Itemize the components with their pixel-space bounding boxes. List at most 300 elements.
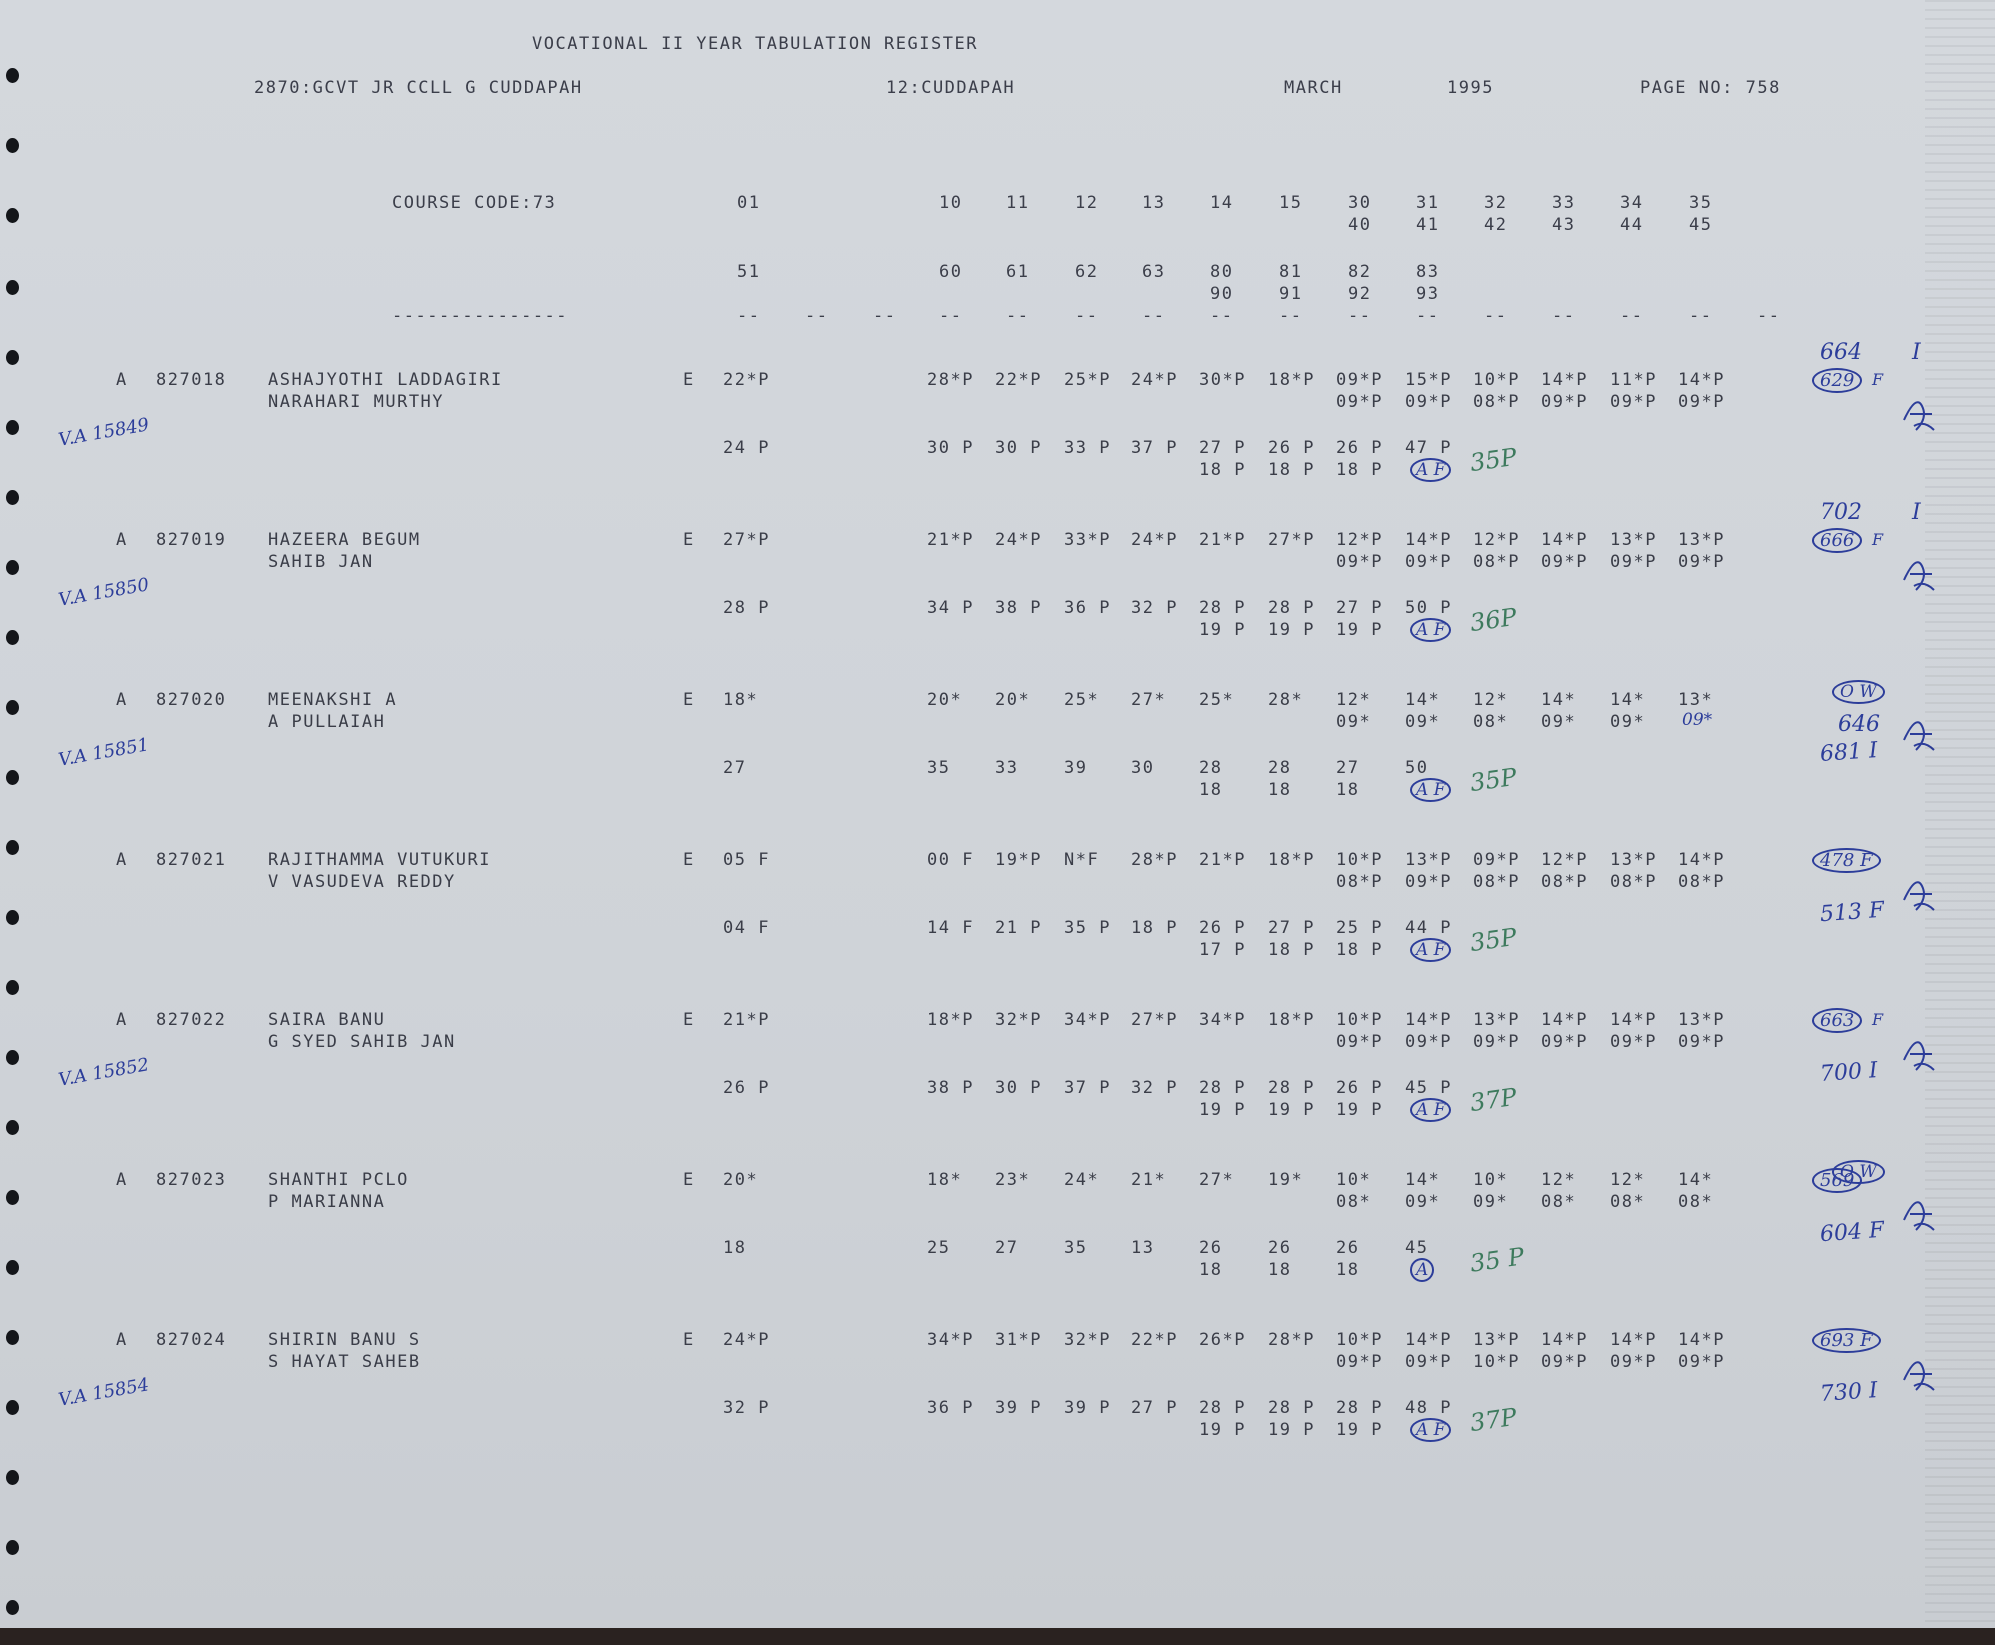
subject-mark: 13*P xyxy=(1473,1330,1520,1350)
subject-mark: 37 P xyxy=(1064,1078,1111,1098)
subject-mark: 08*P xyxy=(1336,872,1383,892)
subject-mark: 14* xyxy=(1405,1170,1441,1190)
subject-mark: 28 xyxy=(1268,758,1292,778)
column-code: 35 xyxy=(1689,193,1713,213)
subject-mark: 24*P xyxy=(995,530,1042,550)
subject-mark: 24* xyxy=(1064,1170,1100,1190)
subject-mark: 26 P xyxy=(1336,1078,1383,1098)
subject-mark: 11*P xyxy=(1610,370,1657,390)
binder-hole xyxy=(6,910,19,925)
column-code: 01 xyxy=(737,193,761,213)
subject-mark: 14*P xyxy=(1541,1010,1588,1030)
subject-mark: 32*P xyxy=(995,1010,1042,1030)
initials-signature xyxy=(1896,550,1940,603)
subject-mark: 48 P xyxy=(1405,1398,1452,1418)
subject-mark: 28 P xyxy=(1268,1398,1315,1418)
withheld-mark: O W xyxy=(1832,1160,1885,1184)
subject-mark: 09*P xyxy=(1541,1352,1588,1372)
subject-mark: 18 P xyxy=(1199,460,1246,480)
subject-mark: 13*P xyxy=(1678,1010,1725,1030)
binder-hole xyxy=(6,138,19,153)
subject-mark: 18 P xyxy=(1268,940,1315,960)
subject-mark: 25* xyxy=(1064,690,1100,710)
medium-code: E xyxy=(683,530,695,550)
grand-total-circled: 666 xyxy=(1812,528,1862,553)
binder-hole xyxy=(6,1190,19,1205)
grand-total: 646 xyxy=(1838,712,1880,737)
header-dash: -- xyxy=(1416,306,1440,326)
subject-mark: 09*P xyxy=(1678,552,1725,572)
practical-absent-circle: A F xyxy=(1410,618,1451,642)
subject-mark: 08*P xyxy=(1541,872,1588,892)
handwritten-note: V.A 15852 xyxy=(56,1054,151,1091)
grand-total-revised: 700 I xyxy=(1819,1058,1879,1087)
subject-mark: 08*P xyxy=(1610,872,1657,892)
subject-mark: 34*P xyxy=(1064,1010,1111,1030)
header-dash: -- xyxy=(1552,306,1576,326)
student-name: ASHAJYOTHI LADDAGIRI xyxy=(268,370,503,390)
subject-mark: 09*P xyxy=(1610,1352,1657,1372)
subject-mark: 28 P xyxy=(1199,1078,1246,1098)
subject-mark: 08* xyxy=(1541,1192,1577,1212)
subject-mark: 08*P xyxy=(1473,392,1520,412)
subject-mark: 28* xyxy=(1268,690,1304,710)
subject-mark: 25* xyxy=(1199,690,1235,710)
subject-mark: 14*P xyxy=(1678,850,1725,870)
second-year-mark: 18 xyxy=(723,1238,747,1258)
subject-mark: 18 xyxy=(1199,780,1223,800)
group-code: A xyxy=(116,690,128,710)
column-code: 92 xyxy=(1348,284,1372,304)
subject-mark: 18 xyxy=(1268,780,1292,800)
group-code: A xyxy=(116,850,128,870)
subject-mark: 12*P xyxy=(1473,530,1520,550)
subject-mark: 14* xyxy=(1405,690,1441,710)
header-dash: -- xyxy=(1620,306,1644,326)
column-code: 40 xyxy=(1348,215,1372,235)
subject-mark: 18 P xyxy=(1336,460,1383,480)
header-dash: -- xyxy=(1689,306,1713,326)
subject-mark: 09*P xyxy=(1541,392,1588,412)
subject-mark: 19 P xyxy=(1199,1420,1246,1440)
subject-mark: 09* xyxy=(1405,1192,1441,1212)
subject-mark: 09*P xyxy=(1678,392,1725,412)
subject-mark: 21*P xyxy=(1199,530,1246,550)
first-year-mark: 24*P xyxy=(723,1330,770,1350)
subject-mark: 31*P xyxy=(995,1330,1042,1350)
subject-mark: 19 P xyxy=(1199,620,1246,640)
second-year-mark: 24 P xyxy=(723,438,770,458)
hall-ticket-number: 827022 xyxy=(156,1010,227,1030)
subject-mark: 50 P xyxy=(1405,598,1452,618)
practical-mark: 35P xyxy=(1468,922,1519,958)
binder-hole xyxy=(6,1600,19,1615)
first-year-mark: 20* xyxy=(723,1170,759,1190)
header-dash: -- xyxy=(1348,306,1372,326)
subject-mark: 09*P xyxy=(1473,1032,1520,1052)
group-code: A xyxy=(116,370,128,390)
exam-month: MARCH xyxy=(1284,78,1343,98)
subject-mark: 08* xyxy=(1678,1192,1714,1212)
parent-name: A PULLAIAH xyxy=(268,712,386,732)
subject-mark: 19 P xyxy=(1268,620,1315,640)
subject-mark: 13*P xyxy=(1473,1010,1520,1030)
subject-mark: 09*P xyxy=(1678,1352,1725,1372)
subject-mark: 32 P xyxy=(1131,598,1178,618)
binder-hole xyxy=(6,68,19,83)
group-code: A xyxy=(116,530,128,550)
subject-mark: 19 P xyxy=(1336,1100,1383,1120)
second-year-mark: 04 F xyxy=(723,918,770,938)
grand-total-circled: 478 F xyxy=(1812,848,1881,873)
binder-hole xyxy=(6,700,19,715)
subject-mark: 27 P xyxy=(1131,1398,1178,1418)
column-code: 10 xyxy=(939,193,963,213)
initials-signature xyxy=(1896,390,1940,443)
subject-mark: 18*P xyxy=(927,1010,974,1030)
column-code: 12 xyxy=(1075,193,1099,213)
subject-mark: 45 P xyxy=(1405,1078,1452,1098)
medium-code: E xyxy=(683,850,695,870)
subject-mark: 30*P xyxy=(1199,370,1246,390)
header-dash: -- xyxy=(1075,306,1099,326)
subject-mark: 09* xyxy=(1541,712,1577,732)
subject-mark: 14*P xyxy=(1405,530,1452,550)
grand-total-grade: F xyxy=(1872,530,1884,549)
subject-mark: 08* xyxy=(1473,712,1509,732)
subject-mark: 27* xyxy=(1131,690,1167,710)
subject-mark: 18*P xyxy=(1268,850,1315,870)
binder-hole xyxy=(6,350,19,365)
header-dash: -- xyxy=(939,306,963,326)
subject-mark: 08*P xyxy=(1473,872,1520,892)
subject-mark: 50 xyxy=(1405,758,1429,778)
subject-mark: 10*P xyxy=(1336,850,1383,870)
subject-mark: 10*P xyxy=(1336,1330,1383,1350)
subject-mark: 14* xyxy=(1610,690,1646,710)
column-code: 30 xyxy=(1348,193,1372,213)
subject-mark: 28*P xyxy=(927,370,974,390)
subject-mark: 21*P xyxy=(1199,850,1246,870)
grand-total-revised-grade: I xyxy=(1912,500,1921,525)
district-name: 12:CUDDAPAH xyxy=(886,78,1016,98)
binder-hole xyxy=(6,1540,19,1555)
column-code: 43 xyxy=(1552,215,1576,235)
subject-mark: 37 P xyxy=(1131,438,1178,458)
column-code: 91 xyxy=(1279,284,1303,304)
subject-mark: 08*P xyxy=(1678,872,1725,892)
subject-mark: 25*P xyxy=(1064,370,1111,390)
subject-mark: 18 xyxy=(1199,1260,1223,1280)
header-dash: -- xyxy=(1484,306,1508,326)
subject-mark: 22*P xyxy=(995,370,1042,390)
subject-mark: 39 P xyxy=(1064,1398,1111,1418)
subject-mark: 13* xyxy=(1678,690,1714,710)
binder-hole xyxy=(6,1400,19,1415)
subject-mark: 25 P xyxy=(1336,918,1383,938)
subject-mark: 18*P xyxy=(1268,370,1315,390)
subject-mark: 09*P xyxy=(1610,392,1657,412)
binder-hole xyxy=(6,208,19,223)
medium-code: E xyxy=(683,1170,695,1190)
medium-code: E xyxy=(683,1010,695,1030)
initials-signature xyxy=(1896,1350,1940,1403)
subject-mark: 08* xyxy=(1336,1192,1372,1212)
subject-mark: 19 P xyxy=(1336,620,1383,640)
subject-mark: 09*P xyxy=(1473,850,1520,870)
column-code: 83 xyxy=(1416,262,1440,282)
subject-mark: 39 xyxy=(1064,758,1088,778)
subject-mark: N*F xyxy=(1064,850,1100,870)
subject-mark: 09*P xyxy=(1541,552,1588,572)
subject-mark: 20* xyxy=(927,690,963,710)
subject-mark: 12* xyxy=(1541,1170,1577,1190)
binder-hole xyxy=(6,840,19,855)
subject-mark: 14* xyxy=(1678,1170,1714,1190)
medium-code: E xyxy=(683,1330,695,1350)
column-code: 81 xyxy=(1279,262,1303,282)
column-code: 60 xyxy=(939,262,963,282)
subject-mark: 28 P xyxy=(1268,598,1315,618)
subject-mark: 44 P xyxy=(1405,918,1452,938)
subject-mark: 26 xyxy=(1199,1238,1223,1258)
column-code: 32 xyxy=(1484,193,1508,213)
second-year-mark: 28 P xyxy=(723,598,770,618)
subject-mark: 09*P xyxy=(1405,1352,1452,1372)
subject-mark: 19 P xyxy=(1268,1420,1315,1440)
subject-mark: 27 P xyxy=(1336,598,1383,618)
binder-hole xyxy=(6,560,19,575)
subject-mark: 13*P xyxy=(1610,530,1657,550)
column-code: 45 xyxy=(1689,215,1713,235)
subject-mark: 36 P xyxy=(927,1398,974,1418)
header-dash: -- xyxy=(737,306,761,326)
column-code: 51 xyxy=(737,262,761,282)
practical-mark: 37P xyxy=(1468,1402,1519,1438)
subject-mark: 28 P xyxy=(1268,1078,1315,1098)
header-rule: --------------- xyxy=(392,306,569,326)
second-year-mark: 26 P xyxy=(723,1078,770,1098)
subject-mark: 09*P xyxy=(1336,1352,1383,1372)
grand-total-grade: F xyxy=(1872,1010,1884,1029)
subject-mark: 27* xyxy=(1199,1170,1235,1190)
subject-mark: 18 xyxy=(1336,780,1360,800)
subject-mark: 30 P xyxy=(927,438,974,458)
subject-mark: 09*P xyxy=(1336,370,1383,390)
group-code: A xyxy=(116,1330,128,1350)
subject-mark: 26 P xyxy=(1336,438,1383,458)
subject-mark: 28*P xyxy=(1131,850,1178,870)
subject-mark: 26 xyxy=(1336,1238,1360,1258)
subject-mark: 33 xyxy=(995,758,1019,778)
hall-ticket-number: 827024 xyxy=(156,1330,227,1350)
column-code: 44 xyxy=(1620,215,1644,235)
subject-mark: 28 xyxy=(1199,758,1223,778)
student-name: SAIRA BANU xyxy=(268,1010,386,1030)
hall-ticket-number: 827020 xyxy=(156,690,227,710)
binder-hole xyxy=(6,1050,19,1065)
grand-total-circled: 663 xyxy=(1812,1008,1862,1033)
subject-mark: 19*P xyxy=(995,850,1042,870)
subject-mark: 09*P xyxy=(1678,1032,1725,1052)
first-year-mark: 27*P xyxy=(723,530,770,550)
grand-total-revised: 513 F xyxy=(1819,897,1886,928)
header-dash: -- xyxy=(1142,306,1166,326)
subject-mark: 18* xyxy=(927,1170,963,1190)
binder-hole xyxy=(6,490,19,505)
college-name: 2870:GCVT JR CCLL G CUDDAPAH xyxy=(254,78,583,98)
column-code: 61 xyxy=(1006,262,1030,282)
column-code: 15 xyxy=(1279,193,1303,213)
subject-mark: 39 P xyxy=(995,1398,1042,1418)
column-code: 80 xyxy=(1210,262,1234,282)
subject-mark: 18*P xyxy=(1268,1010,1315,1030)
first-year-mark: 18* xyxy=(723,690,759,710)
column-code: 14 xyxy=(1210,193,1234,213)
binder-hole xyxy=(6,1330,19,1345)
column-code: 34 xyxy=(1620,193,1644,213)
first-year-mark: 21*P xyxy=(723,1010,770,1030)
subject-mark: 14*P xyxy=(1678,1330,1725,1350)
subject-mark: 09*P xyxy=(1610,552,1657,572)
subject-mark: 09* xyxy=(1336,712,1372,732)
subject-mark: 30 P xyxy=(995,1078,1042,1098)
binder-hole xyxy=(6,1120,19,1135)
subject-mark: 08*P xyxy=(1473,552,1520,572)
student-name: RAJITHAMMA VUTUKURI xyxy=(268,850,491,870)
binder-hole xyxy=(6,280,19,295)
practical-absent-circle: A F xyxy=(1410,1418,1451,1442)
grand-total-revised: 604 F xyxy=(1819,1217,1886,1248)
column-code: 63 xyxy=(1142,262,1166,282)
column-code: 31 xyxy=(1416,193,1440,213)
subject-mark: 09*P xyxy=(1336,392,1383,412)
header-dash: -- xyxy=(1006,306,1030,326)
practical-mark: 35 P xyxy=(1468,1242,1527,1278)
subject-mark: 09*P xyxy=(1405,872,1452,892)
parent-name: P MARIANNA xyxy=(268,1192,386,1212)
subject-mark: 25 xyxy=(927,1238,951,1258)
grand-total-revised: 702 xyxy=(1820,500,1862,525)
subject-mark: 00 F xyxy=(927,850,974,870)
subject-mark: 27 xyxy=(995,1238,1019,1258)
subject-mark: 18 P xyxy=(1336,940,1383,960)
initials-signature xyxy=(1896,1030,1940,1083)
subject-mark: 13*P xyxy=(1610,850,1657,870)
subject-mark: 21 P xyxy=(995,918,1042,938)
initials-signature xyxy=(1896,1190,1940,1243)
hall-ticket-number: 827018 xyxy=(156,370,227,390)
second-year-mark: 27 xyxy=(723,758,747,778)
grand-total-circled: 693 F xyxy=(1812,1328,1881,1353)
subject-mark: 35 xyxy=(927,758,951,778)
hall-ticket-number: 827019 xyxy=(156,530,227,550)
first-year-mark: 22*P xyxy=(723,370,770,390)
practical-absent-circle: A F xyxy=(1410,1098,1451,1122)
subject-mark: 27 xyxy=(1336,758,1360,778)
subject-mark: 12*P xyxy=(1336,530,1383,550)
header-dash: -- xyxy=(1210,306,1234,326)
student-name: MEENAKSHI A xyxy=(268,690,398,710)
student-name: HAZEERA BEGUM xyxy=(268,530,421,550)
subject-mark: 38 P xyxy=(927,1078,974,1098)
subject-mark: 27 P xyxy=(1199,438,1246,458)
group-code: A xyxy=(116,1010,128,1030)
course-code: COURSE CODE:73 xyxy=(392,193,557,213)
parent-name: G SYED SAHIB JAN xyxy=(268,1032,456,1052)
subject-mark: 18 xyxy=(1336,1260,1360,1280)
subject-mark: 35 xyxy=(1064,1238,1088,1258)
practical-mark: 35P xyxy=(1468,442,1519,478)
subject-mark: 19* xyxy=(1268,1170,1304,1190)
initials-signature xyxy=(1896,870,1940,923)
subject-mark: 24*P xyxy=(1131,370,1178,390)
subject-mark: 30 xyxy=(1131,758,1155,778)
subject-mark: 19 P xyxy=(1199,1100,1246,1120)
group-code: A xyxy=(116,1170,128,1190)
subject-mark: 26*P xyxy=(1199,1330,1246,1350)
subject-mark: 18 xyxy=(1268,1260,1292,1280)
initials-signature xyxy=(1896,710,1940,763)
binder-hole xyxy=(6,1260,19,1275)
header-dash: -- xyxy=(1757,306,1781,326)
subject-mark: 45 xyxy=(1405,1238,1429,1258)
subject-mark: 14*P xyxy=(1405,1330,1452,1350)
first-year-mark: 05 F xyxy=(723,850,770,870)
exam-year: 1995 xyxy=(1447,78,1494,98)
subject-mark: 09*P xyxy=(1336,552,1383,572)
grand-total-revised: 730 I xyxy=(1819,1378,1879,1407)
subject-mark: 09*P xyxy=(1405,1032,1452,1052)
column-code: 11 xyxy=(1006,193,1030,213)
subject-mark: 27*P xyxy=(1131,1010,1178,1030)
column-code: 93 xyxy=(1416,284,1440,304)
practical-absent-circle: A F xyxy=(1410,458,1451,482)
subject-mark: 28 P xyxy=(1199,1398,1246,1418)
column-code: 90 xyxy=(1210,284,1234,304)
subject-mark: 09*P xyxy=(1336,1032,1383,1052)
subject-mark: 09*P xyxy=(1405,392,1452,412)
subject-mark: 13*P xyxy=(1678,530,1725,550)
subject-mark: 32*P xyxy=(1064,1330,1111,1350)
binder-hole xyxy=(6,1470,19,1485)
column-code: 41 xyxy=(1416,215,1440,235)
hall-ticket-number: 827023 xyxy=(156,1170,227,1190)
subject-mark: 10*P xyxy=(1336,1010,1383,1030)
subject-mark: 12* xyxy=(1336,690,1372,710)
subject-mark: 30 P xyxy=(995,438,1042,458)
subject-mark: 12* xyxy=(1473,690,1509,710)
subject-mark: 26 P xyxy=(1199,918,1246,938)
subject-mark: 33 P xyxy=(1064,438,1111,458)
subject-mark: 14*P xyxy=(1541,1330,1588,1350)
handwritten-note: V.A 15849 xyxy=(56,414,151,451)
medium-code: E xyxy=(683,690,695,710)
hall-ticket-number: 827021 xyxy=(156,850,227,870)
subject-mark: 18 P xyxy=(1131,918,1178,938)
practical-absent-circle: A xyxy=(1410,1258,1434,1282)
practical-mark: 35P xyxy=(1468,762,1519,798)
subject-mark: 21* xyxy=(1131,1170,1167,1190)
subject-mark: 21*P xyxy=(927,530,974,550)
subject-mark: 12*P xyxy=(1541,850,1588,870)
subject-mark: 15*P xyxy=(1405,370,1452,390)
parent-name: SAHIB JAN xyxy=(268,552,374,572)
subject-mark: 10*P xyxy=(1473,370,1520,390)
subject-mark: 26 xyxy=(1268,1238,1292,1258)
column-code: 33 xyxy=(1552,193,1576,213)
subject-mark: 13*P xyxy=(1405,850,1452,870)
